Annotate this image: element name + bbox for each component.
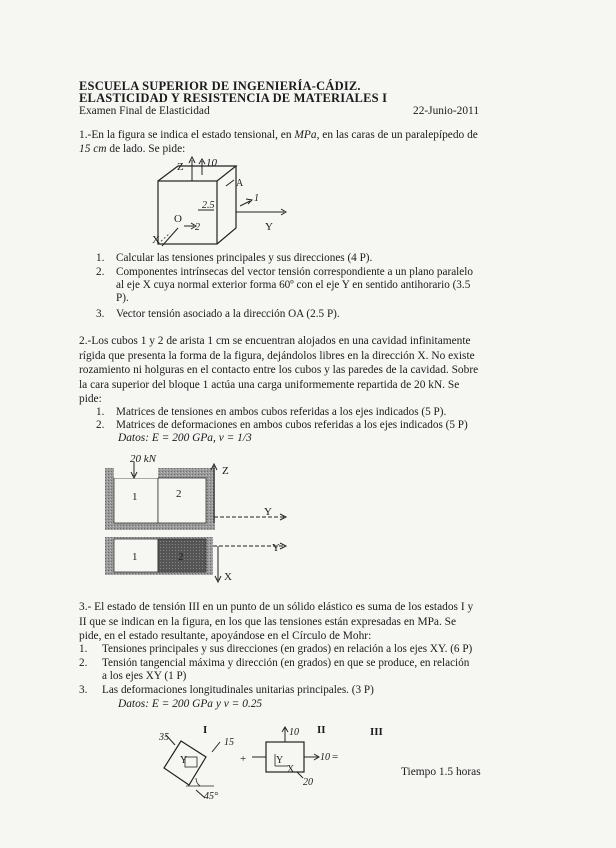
q1-item1-num: 1. [96, 252, 105, 264]
x-label-2: X [224, 571, 232, 583]
q3-item3-num: 3. [79, 684, 88, 696]
label-state-ii: II [317, 724, 326, 736]
y-label-3: Y [272, 542, 280, 554]
label-10-top: 10 [289, 727, 299, 738]
q2-line: 2.-Los cubos 1 y 2 de arista 1 cm se encuentran alojados en una cavidad infinitamente [79, 335, 471, 347]
label-state-iii: III [370, 726, 383, 738]
course-title: ELASTICIDAD Y RESISTENCIA DE MATERIALES I [79, 91, 388, 105]
q1-item3: Vector tensión asociado a la dirección OA (2.5 P). [116, 308, 340, 320]
plus-sign: + [240, 753, 247, 765]
q1-item2-num: 2. [96, 266, 105, 278]
label-2: 2 [195, 222, 200, 233]
q2-line: pide: [79, 393, 102, 406]
label-state-i: I [203, 724, 208, 736]
q3-item1: Tensiones principales y sus direcciones (en grados) en relación a los ejes XY. (6 P) [102, 643, 473, 655]
equals-sign: = [332, 751, 339, 763]
z-label-2: Z [222, 465, 229, 477]
q1-item2-line1: Componentes intrínsecas del vector tensión correspondiente a un plano paralelo [116, 266, 473, 278]
q3-line-a: 3.- El estado de tensión III en un punto de un sólido elástico es suma de los estados I y [79, 601, 474, 613]
q1-item1: Calcular las tensiones principales y sus direcciones (4 P). [116, 252, 373, 264]
q2-line: rozamiento ni holguras en el contacto entre los cubos y las paredes de la cavidad. Sobre [79, 364, 479, 377]
q1-item2-line2: al eje X cuya normal exterior forma 60º con el eje Y en sentido antihorario (3.5 [116, 279, 471, 291]
label-10-right: 10 [320, 752, 330, 763]
q3-item1-num: 1. [79, 643, 88, 655]
q2-item2: Matrices de deformaciones en ambos cubos referidas a los ejes indicados (5 P) [116, 419, 468, 431]
q2-line: la cara superior del bloque 1 actúa una carga uniformemente repartida de 20 kN. Se [79, 378, 460, 391]
q2-item2-num: 2. [96, 419, 105, 431]
q1-intro-b: , en las caras de un paralepípedo de [316, 129, 478, 141]
exam-date: 22-Junio-2011 [413, 105, 480, 117]
q2-line: rígida que presenta la forma de la figura, dejándolos libres en la dirección X. No existe [79, 349, 475, 362]
q3-line: II que se indican en la figura, en los que las tensiones están expresadas en MPa. Se [79, 615, 457, 628]
load-label: 20 kN [130, 453, 156, 465]
label-15: 15 [224, 737, 234, 748]
y-label-2: Y [264, 506, 272, 518]
exam-title: Examen Final de Elasticidad [79, 105, 210, 117]
state-ii-element [252, 727, 319, 778]
q3-item2-line1: Tensión tangencial máxima y dirección (en grados) en que se produce, en relación [102, 657, 470, 669]
q1-unit: MPa [294, 129, 317, 141]
label-o: O [174, 213, 182, 225]
label-y-ii: Y [276, 755, 284, 766]
label-45: 45° [204, 791, 218, 802]
q2-item1-num: 1. [96, 406, 105, 418]
q1-side: 15 cm [79, 143, 107, 155]
cube1-label-top: 1 [132, 491, 138, 503]
cube1-label-bottom: 1 [132, 551, 138, 563]
q3-item3: Las deformaciones longitudinales unitarias principales. (3 P) [102, 684, 374, 696]
q3-data: Datos: E = 200 GPa y ν = 0.25 [118, 698, 263, 710]
time-limit: Tiempo 1.5 horas [401, 766, 481, 778]
q1-item3-num: 3. [96, 308, 105, 320]
q3-line: pide, en el estado resultante, apoyándose en el Círculo de Mohr: [79, 630, 372, 643]
label-x: X [152, 234, 160, 246]
label-a: A [236, 178, 244, 189]
q1-item2-line3: P). [116, 292, 129, 304]
q1-intro-c: de lado. Se pide: [106, 143, 186, 155]
q1-intro-a: 1.-En la figura se indica el estado tensional, en [79, 129, 295, 141]
state-i-element [164, 735, 220, 798]
label-y-i: Y [180, 755, 188, 766]
label-1: 1 [254, 193, 259, 204]
label-10: 10 [206, 157, 217, 169]
school-name: ESCUELA SUPERIOR DE INGENIERÍA-CÁDIZ. [79, 79, 361, 93]
label-25: 2.5 [202, 200, 215, 211]
q3-item2-num: 2. [79, 657, 88, 669]
cube2-label-top: 2 [176, 488, 182, 500]
q2-data: Datos: E = 200 GPa, ν = 1/3 [118, 432, 252, 444]
q3-item2-line2: a los ejes XY (1 P) [102, 670, 187, 682]
label-20: 20 [303, 777, 313, 788]
label-z: Z [177, 161, 184, 173]
q2-item1: Matrices de tensiones en ambos cubos referidas a los ejes indicados (5 P). [116, 406, 447, 418]
label-x-ii: X [287, 764, 295, 775]
label-35: 35 [159, 732, 169, 743]
label-y: Y [265, 221, 273, 233]
cube2-label-bottom: 2 [178, 551, 184, 563]
